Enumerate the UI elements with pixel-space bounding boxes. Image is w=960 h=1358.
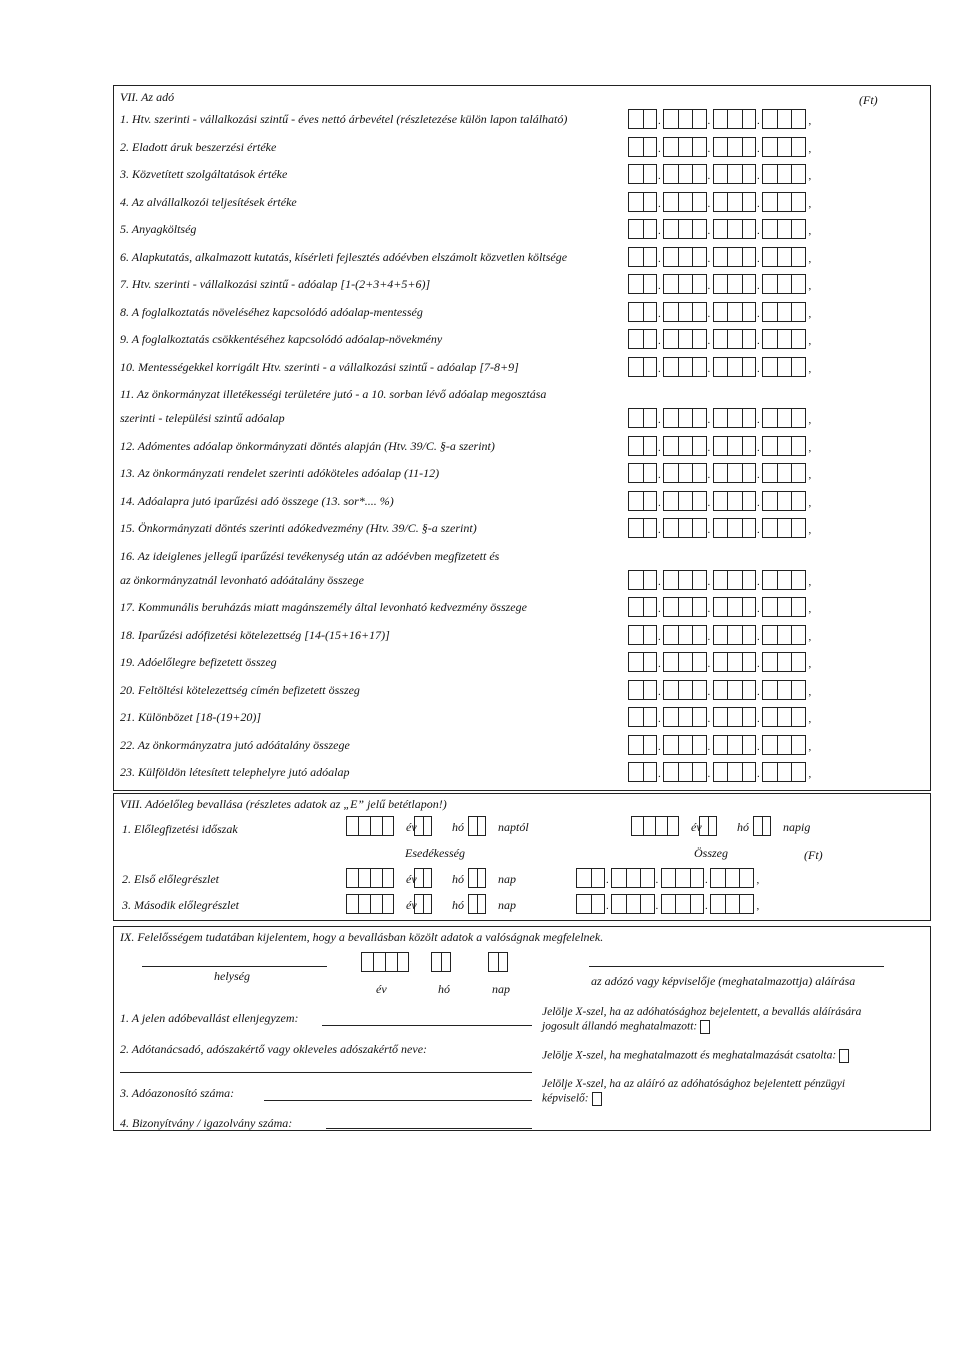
tax-row-label: 1. Htv. szerinti - vállalkozási szintű - éves nettó árbevétel (részletezése külön lapon található) xyxy=(120,112,568,126)
amount-digit-group[interactable] xyxy=(762,707,806,727)
amount-digit-group[interactable] xyxy=(661,894,705,914)
rep-text-3b: képviselő: xyxy=(542,1092,602,1106)
dot-mark: . xyxy=(658,658,661,670)
ho-label: hó xyxy=(452,898,464,912)
day-boxes[interactable] xyxy=(468,816,486,836)
ev-label: év xyxy=(406,872,417,886)
dot-mark: . xyxy=(658,225,661,237)
dot-mark: . xyxy=(757,685,760,698)
dot-mark: . xyxy=(707,630,711,643)
tax-row-label: 7. Htv. szerinti - vállalkozási szintű - adóalap [1-(2+3+4+5+6)] xyxy=(120,277,431,291)
amount-digit-group[interactable] xyxy=(628,463,657,483)
section-title: IX. Felelősségem tudatában kijelentem, hogy a bevallásban közölt adatok a valóságnak megfelelnek. xyxy=(120,930,604,944)
dot-mark: . xyxy=(658,335,661,347)
signature-line xyxy=(589,966,884,967)
comma-mark: , xyxy=(808,768,812,780)
ev-label: év xyxy=(691,820,702,834)
comma-mark: , xyxy=(808,603,812,615)
tax-id-label: 3. Adóazonosító száma: xyxy=(120,1086,235,1100)
dot-mark: . xyxy=(757,441,760,454)
dot-mark: . xyxy=(658,441,661,454)
ev-label: év xyxy=(406,820,417,834)
comma-mark: , xyxy=(756,900,760,912)
amount-digit-group[interactable] xyxy=(713,597,757,617)
advisor-name-line[interactable] xyxy=(120,1072,532,1073)
amount-digit-group[interactable] xyxy=(713,109,757,129)
tax-row-label: 15. Önkormányzati döntés szerinti adókedvezmény (Htv. 39/C. §-a szerint) xyxy=(120,521,477,535)
amount-digit-group[interactable] xyxy=(762,357,806,377)
countersign-label: 1. A jelen adóbevallást ellenjegyzem: xyxy=(120,1011,299,1025)
dot-mark: . xyxy=(705,874,708,886)
amount-digit-group[interactable] xyxy=(628,109,657,129)
dot-mark: . xyxy=(658,115,661,127)
ho-label: hó xyxy=(438,982,450,996)
amount-digit-group[interactable] xyxy=(762,274,806,294)
amount-digit-group[interactable] xyxy=(628,652,657,672)
tax-row-label: 18. Iparűzési adófizetési kötelezettség [14-(15+16+17)] xyxy=(120,627,390,642)
dot-mark: . xyxy=(658,740,661,753)
dot-mark: . xyxy=(757,280,760,292)
dot-mark: . xyxy=(658,414,661,426)
tax-row-label: 17. Kommunális beruházás miatt magánszemély által levonható kedvezmény összege xyxy=(120,600,527,614)
amount-digit-group[interactable] xyxy=(762,436,806,456)
section-title: VIII. Adóelőleg bevallása (részletes adatok az „E” jelű betétlapon!) xyxy=(120,797,447,811)
dot-mark: . xyxy=(705,900,708,912)
amount-digit-group[interactable] xyxy=(762,491,806,511)
tax-row-label: az önkormányzatnál levonható adóátalány összege xyxy=(120,572,364,587)
day-boxes[interactable] xyxy=(468,868,486,888)
amount-digit-group[interactable] xyxy=(713,680,757,700)
amount-digit-group[interactable] xyxy=(611,894,655,914)
section-tax xyxy=(113,85,931,791)
dot-mark: . xyxy=(658,142,661,155)
certificate-label: 4. Bizonyítvány / igazolvány száma: xyxy=(120,1116,293,1130)
amount-digit-group[interactable] xyxy=(710,894,754,914)
month-boxes[interactable] xyxy=(431,952,451,972)
amount-digit-group[interactable] xyxy=(663,436,707,456)
amount-digit-group[interactable] xyxy=(663,137,707,157)
amount-digit-group[interactable] xyxy=(713,274,757,294)
amount-digit-group[interactable] xyxy=(713,302,757,322)
amount-digit-group[interactable] xyxy=(628,436,657,456)
comma-mark: , xyxy=(808,496,812,509)
dot-mark: . xyxy=(757,496,760,509)
dot-mark: . xyxy=(707,362,711,375)
amount-digit-group[interactable] xyxy=(576,894,605,914)
comma-mark: , xyxy=(808,280,812,292)
dot-mark: . xyxy=(757,414,760,426)
dot-mark: . xyxy=(757,713,760,725)
amount-digit-group[interactable] xyxy=(628,247,657,267)
section-declaration xyxy=(113,926,931,1131)
amount-digit-group[interactable] xyxy=(628,137,657,157)
dot-mark: . xyxy=(757,197,760,210)
amount-digit-group[interactable] xyxy=(628,762,657,782)
amount-digit-group[interactable] xyxy=(663,570,707,590)
amount-digit-group[interactable] xyxy=(663,762,707,782)
amount-digit-group[interactable] xyxy=(628,518,657,538)
dot-mark: . xyxy=(757,630,760,643)
comma-mark: , xyxy=(756,874,760,886)
tax-row-label: 14. Adóalapra jutó iparűzési adó összege (13. sor*.... %) xyxy=(120,493,394,508)
currency-label: (Ft) xyxy=(859,93,878,107)
amount-digit-group[interactable] xyxy=(713,192,757,212)
row2-label: 2. Első előlegrészlet xyxy=(122,872,219,886)
amount-digit-group[interactable] xyxy=(663,625,707,645)
dot-mark: . xyxy=(707,115,711,127)
dot-mark: . xyxy=(757,225,760,237)
tax-row-label: 21. Különbözet [18-(19+20)] xyxy=(120,710,262,724)
tax-row-label: 11. Az önkormányzat illetékességi területére jutó - a 10. sorban lévő adóalap megosztása xyxy=(120,387,547,401)
amount-digit-group[interactable] xyxy=(713,518,757,538)
tax-id-line[interactable] xyxy=(264,1100,532,1101)
dot-mark: . xyxy=(658,685,661,698)
dot-mark: . xyxy=(707,524,711,536)
amount-digit-group[interactable] xyxy=(762,164,806,184)
amount-digit-group[interactable] xyxy=(710,868,754,888)
amount-digit-group[interactable] xyxy=(713,625,757,645)
amount-digit-group[interactable] xyxy=(663,274,707,294)
year-boxes[interactable] xyxy=(346,868,394,888)
tax-row-label: szerinti - települési szintű adóalap xyxy=(120,411,285,425)
comma-mark: , xyxy=(808,225,812,237)
dot-mark: . xyxy=(606,874,609,886)
amount-digit-group[interactable] xyxy=(628,680,657,700)
naptol-label: naptól xyxy=(498,820,529,834)
amount-digit-group[interactable] xyxy=(628,357,657,377)
amount-digit-group[interactable] xyxy=(713,735,757,755)
tax-row-label: 4. Az alvállalkozói teljesítések értéke xyxy=(120,194,297,209)
amount-digit-group[interactable] xyxy=(762,762,806,782)
rep-text-3: Jelölje X-szel, ha az aláíró az adóhatósághoz bejelentett pénzügyi xyxy=(542,1078,846,1090)
dot-mark: . xyxy=(757,115,760,127)
row1-label: 1. Előlegfizetési időszak xyxy=(122,822,238,836)
comma-mark: , xyxy=(808,115,812,127)
dot-mark: . xyxy=(707,170,711,182)
dot-mark: . xyxy=(707,658,711,670)
dot-mark: . xyxy=(707,142,711,155)
dot-mark: . xyxy=(658,307,661,320)
row3-label: 3. Második előlegrészlet xyxy=(122,898,239,912)
proxy-attached-checkbox[interactable] xyxy=(839,1049,849,1063)
amount-digit-group[interactable] xyxy=(611,868,655,888)
amount-digit-group[interactable] xyxy=(762,329,806,349)
amount-digit-group[interactable] xyxy=(713,463,757,483)
dot-mark: . xyxy=(658,280,661,292)
tax-row-label: 3. Közvetített szolgáltatások értéke xyxy=(120,167,288,181)
amount-digit-group[interactable] xyxy=(762,137,806,157)
amount-digit-group[interactable] xyxy=(576,868,605,888)
amount-digit-group[interactable] xyxy=(663,408,707,428)
dot-mark: . xyxy=(658,170,661,182)
financial-rep-checkbox[interactable] xyxy=(592,1092,602,1106)
amount-digit-group[interactable] xyxy=(762,570,806,590)
dot-mark: . xyxy=(658,496,661,509)
tax-row-label: 20. Feltöltési kötelezettség címén befizetett összeg xyxy=(120,682,360,697)
dot-mark: . xyxy=(707,307,711,320)
amount-digit-group[interactable] xyxy=(628,192,657,212)
advisor-name-label: 2. Adótanácsadó, adószakértő vagy okleveles adószakértő neve: xyxy=(120,1042,428,1056)
comma-mark: , xyxy=(808,170,812,182)
rep-text-1: Jelölje X-szel, ha az adóhatósághoz bejelentett, a bevallás aláírására xyxy=(542,1006,862,1018)
dot-mark: . xyxy=(757,142,760,155)
amount-digit-group[interactable] xyxy=(713,247,757,267)
comma-mark: , xyxy=(808,658,812,670)
dot-mark: . xyxy=(655,900,659,912)
dot-mark: . xyxy=(707,280,711,292)
amount-digit-group[interactable] xyxy=(663,247,707,267)
amount-digit-group[interactable] xyxy=(762,652,806,672)
amount-digit-group[interactable] xyxy=(762,247,806,267)
amount-digit-group[interactable] xyxy=(762,302,806,322)
amount-digit-group[interactable] xyxy=(663,518,707,538)
amount-digit-group[interactable] xyxy=(663,357,707,377)
dot-mark: . xyxy=(707,740,711,753)
ho-label: hó xyxy=(737,820,749,834)
comma-mark: , xyxy=(808,740,812,753)
dot-mark: . xyxy=(707,335,711,347)
dot-mark: . xyxy=(658,362,661,375)
amount-digit-group[interactable] xyxy=(663,329,707,349)
comma-mark: , xyxy=(808,335,812,347)
dot-mark: . xyxy=(707,575,711,588)
nap-label: nap xyxy=(498,898,516,912)
dot-mark: . xyxy=(707,252,711,265)
amount-digit-group[interactable] xyxy=(713,164,757,184)
dot-mark: . xyxy=(757,362,760,375)
dot-mark: . xyxy=(658,524,661,536)
tax-row-label: 10. Mentességekkel korrigált Htv. szerinti - a vállalkozási szintű - adóalap [7-8+9] xyxy=(120,359,519,374)
amount-digit-group[interactable] xyxy=(628,274,657,294)
amount-digit-group[interactable] xyxy=(628,735,657,755)
dot-mark: . xyxy=(655,874,659,886)
amount-digit-group[interactable] xyxy=(628,570,657,590)
amount-digit-group[interactable] xyxy=(661,868,705,888)
dot-mark: . xyxy=(757,469,760,481)
dot-mark: . xyxy=(707,713,711,725)
dot-mark: . xyxy=(707,768,711,780)
tax-row-label: 6. Alapkutatás, alkalmazott kutatás, kísérleti fejlesztés adóévben elszámolt közvetlen költsége xyxy=(120,249,568,264)
signature-label: az adózó vagy képviselője (meghatalmazottja) aláírása xyxy=(591,974,856,988)
year-boxes[interactable] xyxy=(631,816,679,836)
amount-digit-group[interactable] xyxy=(628,164,657,184)
dot-mark: . xyxy=(707,685,711,698)
dot-mark: . xyxy=(707,414,711,426)
amount-digit-group[interactable] xyxy=(663,652,707,672)
year-boxes[interactable] xyxy=(346,816,394,836)
ev-label: év xyxy=(406,898,417,912)
amount-digit-group[interactable] xyxy=(663,219,707,239)
amount-digit-group[interactable] xyxy=(713,329,757,349)
tax-row-label: 9. A foglalkoztatás csökkentéséhez kapcsolódó adóalap-növekmény xyxy=(120,332,443,346)
comma-mark: , xyxy=(808,630,812,643)
section-advance xyxy=(113,793,931,921)
amount-digit-group[interactable] xyxy=(713,357,757,377)
rep-text-1b: jogosult állandó meghatalmazott: xyxy=(542,1020,710,1034)
certificate-line[interactable] xyxy=(326,1128,532,1129)
comma-mark: , xyxy=(808,362,812,375)
amount-digit-group[interactable] xyxy=(628,597,657,617)
dot-mark: . xyxy=(757,768,760,780)
tax-row-label: 16. Az ideiglenes jellegű iparűzési tevékenység után az adóévben megfizetett és xyxy=(120,548,500,563)
amount-digit-group[interactable] xyxy=(762,625,806,645)
amount-digit-group[interactable] xyxy=(762,597,806,617)
amount-digit-group[interactable] xyxy=(628,408,657,428)
amount-digit-group[interactable] xyxy=(663,707,707,727)
amount-digit-group[interactable] xyxy=(628,491,657,511)
dot-mark: . xyxy=(757,335,760,347)
ev-label: év xyxy=(376,982,387,996)
comma-mark: , xyxy=(808,685,812,698)
comma-mark: , xyxy=(808,252,812,265)
amount-digit-group[interactable] xyxy=(663,680,707,700)
place-line xyxy=(142,966,327,967)
comma-mark: , xyxy=(808,307,812,320)
comma-mark: , xyxy=(808,713,812,725)
dot-mark: . xyxy=(707,603,711,615)
permanent-proxy-checkbox[interactable] xyxy=(700,1020,710,1034)
dot-mark: . xyxy=(757,658,760,670)
day-boxes[interactable] xyxy=(488,952,508,972)
amount-digit-group[interactable] xyxy=(628,302,657,322)
dot-mark: . xyxy=(658,575,661,588)
amount-digit-group[interactable] xyxy=(628,329,657,349)
nap-label: nap xyxy=(492,982,510,996)
dot-mark: . xyxy=(658,630,661,643)
amount-digit-group[interactable] xyxy=(762,192,806,212)
comma-mark: , xyxy=(808,524,812,536)
amount-digit-group[interactable] xyxy=(628,707,657,727)
amount-digit-group[interactable] xyxy=(713,570,757,590)
dot-mark: . xyxy=(757,575,760,588)
ho-label: hó xyxy=(452,820,464,834)
dot-mark: . xyxy=(707,469,711,481)
amount-digit-group[interactable] xyxy=(663,164,707,184)
amount-digit-group[interactable] xyxy=(762,408,806,428)
amount-digit-group[interactable] xyxy=(762,463,806,483)
comma-mark: , xyxy=(808,414,812,426)
osszeg-label: Összeg xyxy=(694,846,729,860)
dot-mark: . xyxy=(707,225,711,237)
rep-text-2: Jelölje X-szel, ha meghatalmazott és meghatalmazását csatolta: xyxy=(542,1049,849,1063)
day-boxes[interactable] xyxy=(468,894,486,914)
esedekesseg-label: Esedékesség xyxy=(405,846,465,860)
dot-mark: . xyxy=(757,307,760,320)
currency-label: (Ft) xyxy=(804,848,823,862)
dot-mark: . xyxy=(658,768,661,780)
dot-mark: . xyxy=(757,603,760,615)
year-boxes[interactable] xyxy=(346,894,394,914)
amount-digit-group[interactable] xyxy=(713,436,757,456)
amount-digit-group[interactable] xyxy=(628,219,657,239)
tax-row-label: 5. Anyagköltség xyxy=(120,222,197,236)
amount-digit-group[interactable] xyxy=(663,597,707,617)
dot-mark: . xyxy=(658,713,661,725)
tax-row-label: 22. Az önkormányzatra jutó adóátalány összege xyxy=(120,737,350,752)
day-boxes[interactable] xyxy=(753,816,771,836)
amount-digit-group[interactable] xyxy=(713,762,757,782)
amount-digit-group[interactable] xyxy=(713,491,757,511)
comma-mark: , xyxy=(808,575,812,588)
amount-digit-group[interactable] xyxy=(628,625,657,645)
section-title: VII. Az adó xyxy=(120,90,175,104)
dot-mark: . xyxy=(757,524,760,536)
amount-digit-group[interactable] xyxy=(713,137,757,157)
amount-digit-group[interactable] xyxy=(663,192,707,212)
dot-mark: . xyxy=(707,496,711,509)
helyseg-label: helység xyxy=(214,969,250,983)
amount-digit-group[interactable] xyxy=(663,735,707,755)
amount-digit-group[interactable] xyxy=(713,219,757,239)
dot-mark: . xyxy=(757,740,760,753)
dot-mark: . xyxy=(658,603,661,615)
amount-digit-group[interactable] xyxy=(663,302,707,322)
amount-digit-group[interactable] xyxy=(663,109,707,129)
countersign-line[interactable] xyxy=(322,1025,532,1026)
tax-row-label: 2. Eladott áruk beszerzési értéke xyxy=(120,139,277,154)
amount-digit-group[interactable] xyxy=(762,219,806,239)
dot-mark: . xyxy=(757,252,760,265)
napig-label: napig xyxy=(783,820,811,834)
dot-mark: . xyxy=(658,469,661,481)
dot-mark: . xyxy=(707,197,711,210)
nap-label: nap xyxy=(498,872,516,886)
amount-digit-group[interactable] xyxy=(762,109,806,129)
dot-mark: . xyxy=(606,900,609,912)
comma-mark: , xyxy=(808,142,812,155)
year-boxes[interactable] xyxy=(361,952,409,972)
amount-digit-group[interactable] xyxy=(713,408,757,428)
tax-row-label: 23. Külföldön létesített telephelyre jutó adóalap xyxy=(120,765,350,779)
amount-digit-group[interactable] xyxy=(762,680,806,700)
tax-row-label: 12. Adómentes adóalap önkormányzati döntés alapján (Htv. 39/C. §-a szerint) xyxy=(120,438,495,453)
dot-mark: . xyxy=(757,170,760,182)
dot-mark: . xyxy=(658,252,661,265)
comma-mark: , xyxy=(808,197,812,210)
tax-row-label: 13. Az önkormányzati rendelet szerinti adóköteles adóalap (11-12) xyxy=(120,466,440,480)
dot-mark: . xyxy=(707,441,711,454)
amount-digit-group[interactable] xyxy=(713,652,757,672)
comma-mark: , xyxy=(808,469,812,481)
dot-mark: . xyxy=(658,197,661,210)
amount-digit-group[interactable] xyxy=(663,491,707,511)
amount-digit-group[interactable] xyxy=(762,735,806,755)
tax-row-label: 8. A foglalkoztatás növeléséhez kapcsolódó adóalap-mentesség xyxy=(120,304,423,319)
ho-label: hó xyxy=(452,872,464,886)
amount-digit-group[interactable] xyxy=(713,707,757,727)
comma-mark: , xyxy=(808,441,812,454)
tax-row-label: 19. Adóelőlegre befizetett összeg xyxy=(120,655,277,669)
amount-digit-group[interactable] xyxy=(663,463,707,483)
amount-digit-group[interactable] xyxy=(762,518,806,538)
